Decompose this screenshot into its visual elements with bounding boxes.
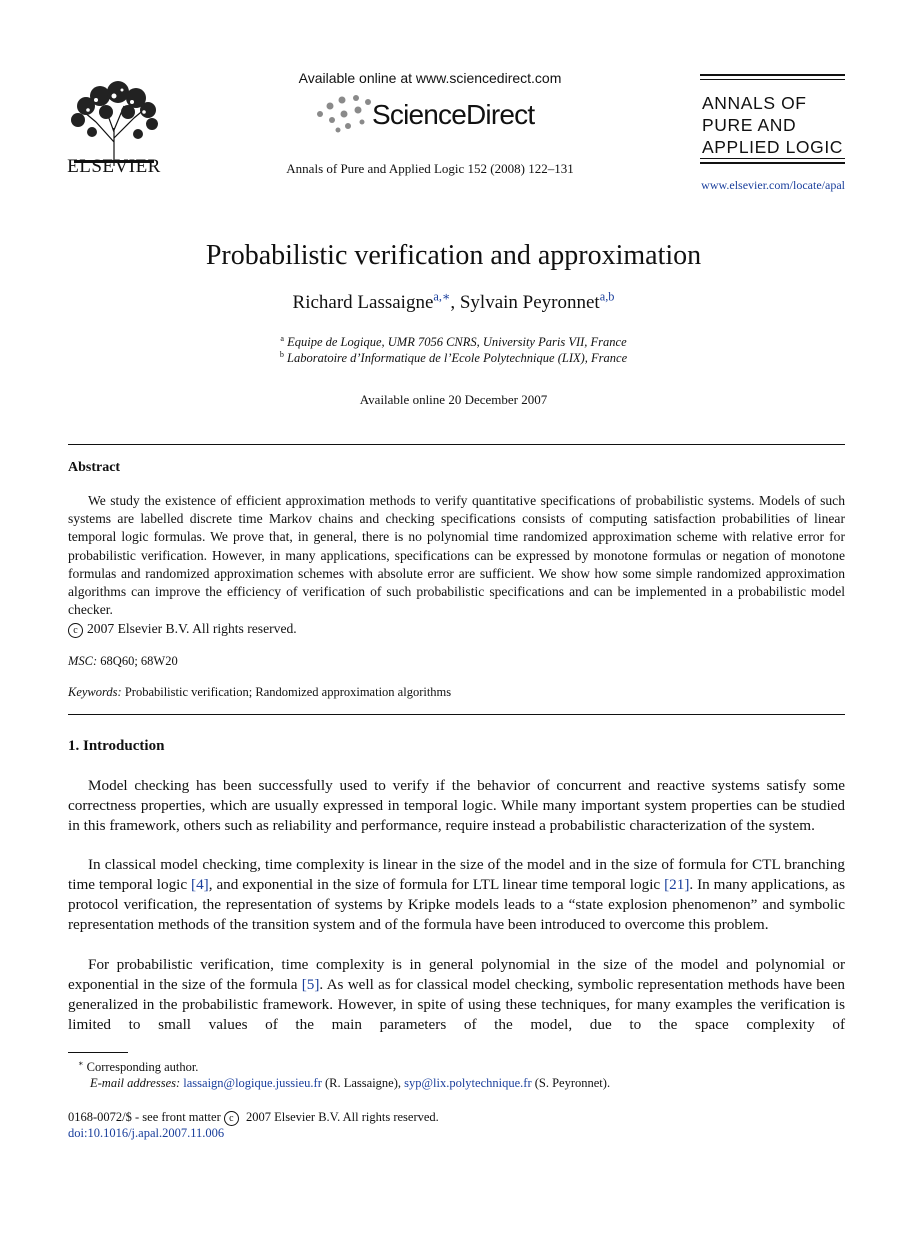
- paper-title: Probabilistic verification and approximation: [205, 240, 702, 271]
- msc-codes: 68Q60; 68W20: [100, 654, 178, 668]
- paragraph-text: , and exponential in the size of formula for LTL linear time temporal logic: [208, 876, 665, 893]
- copyright-icon: c: [224, 1111, 239, 1126]
- issn-text: 2007 Elsevier B.V. All rights reserved.: [242, 1110, 439, 1124]
- email-link[interactable]: syp@lix.polytechnique.fr: [404, 1076, 532, 1090]
- email-link[interactable]: lassaign@logique.jussieu.fr: [183, 1076, 322, 1090]
- affiliation-mark: a: [280, 333, 284, 343]
- journal-citation: Annals of Pure and Applied Logic 152 (2008) 122–131: [286, 161, 574, 176]
- journal-name-line: APPLIED LOGIC: [702, 137, 844, 157]
- author-name: Richard Lassaigne: [292, 292, 434, 313]
- body-paragraph: [68, 855, 845, 935]
- affiliation: [0, 335, 907, 350]
- divider: [68, 444, 845, 445]
- msc-line: [68, 654, 178, 669]
- body-paragraph: [68, 955, 845, 1035]
- doi-link[interactable]: doi:10.1016/j.apal.2007.11.006: [68, 1126, 225, 1140]
- keywords-line: [68, 685, 451, 700]
- journal-rule: [700, 158, 845, 159]
- copyright-icon: c: [68, 623, 83, 638]
- paragraph-text: . As well as for classical model checking, symbolic representation methods have been generalized in the probabilistic framework. However, in spite of using these techniques, for many examples the verification is limited to small values of the main parameters of the model, due to the space complexity of: [68, 976, 845, 1033]
- affiliation-text: Equipe de Logique, UMR 7056 CNRS, University Paris VII, France: [287, 335, 627, 349]
- footnote-emails: [90, 1076, 610, 1091]
- journal-rule: [700, 162, 845, 164]
- affiliation-text: Laboratoire d’Informatique de l’Ecole Polytechnique (LIX), France: [287, 351, 628, 365]
- available-date: Available online 20 December 2007: [359, 392, 548, 407]
- affiliation: [0, 351, 907, 366]
- paragraph-text: For probabilistic verification, time complexity is in general polynomial in the size of the model and polynomial or exponential in the size of the formula: [68, 956, 845, 993]
- email-owner: (R. Lassaigne),: [321, 1076, 405, 1090]
- journal-rule: [700, 79, 845, 80]
- author-affiliation-mark[interactable]: a,b: [599, 289, 615, 304]
- journal-name: [702, 92, 847, 158]
- citation-link[interactable]: [21]: [664, 876, 690, 893]
- msc-label: MSC:: [68, 654, 98, 668]
- footnote-text: Corresponding author.: [86, 1060, 199, 1074]
- citation-link[interactable]: [4]: [191, 876, 209, 893]
- journal-rule: [700, 74, 845, 76]
- journal-name-line: PURE AND: [702, 115, 797, 135]
- journal-name-line: ANNALS OF: [702, 93, 807, 113]
- keywords-text: Probabilistic verification; Randomized approximation algorithms: [124, 685, 452, 699]
- issn-text: 0168-0072/$ - see front matter: [68, 1110, 224, 1124]
- available-online-text: Available online at www.sciencedirect.com: [298, 70, 562, 86]
- abstract-heading: Abstract: [68, 460, 121, 475]
- elsevier-wordmark: ELSEVIER: [67, 156, 161, 177]
- sciencedirect-wordmark: ScienceDirect: [372, 99, 535, 130]
- email-label: E-mail addresses:: [90, 1076, 181, 1090]
- footnote-rule: [68, 1052, 128, 1053]
- journal-url-link[interactable]: www.elsevier.com/locate/apal: [701, 178, 845, 192]
- copyright-line: [68, 621, 297, 638]
- footnote-corresponding: [78, 1060, 198, 1075]
- author-list: [0, 289, 907, 314]
- author-separator: ,: [450, 292, 460, 313]
- section-heading: 1. Introduction: [68, 738, 165, 754]
- citation-link[interactable]: [5]: [301, 976, 320, 993]
- affiliation-mark: b: [279, 349, 284, 359]
- copyright-text: 2007 Elsevier B.V. All rights reserved.: [87, 621, 297, 636]
- divider: [68, 714, 845, 715]
- issn-line: [68, 1110, 439, 1126]
- author-name: Sylvain Peyronnet: [459, 292, 600, 313]
- paragraph-text: . In many applications, as protocol verification, the representation of systems by Kripke models leads to a “state explosion phenomenon” and symbolic representation methods of the transition system and of the formula have been introduced to overcome this problem.: [68, 876, 845, 933]
- keywords-label: Keywords:: [68, 685, 122, 699]
- paragraph-text: In classical model checking, time complexity is linear in the size of the model and in the size of formula for CTL branching time temporal logic: [68, 856, 845, 893]
- body-paragraph: Model checking has been successfully used to verify if the behavior of concurrent and reactive systems satisfy some correctness properties, which are usually expressed in temporal logic. While many important system properties can be studied in this framework, others such as reliability and performance, require instead a probabilistic characterization of the system.: [68, 777, 845, 834]
- email-owner: (S. Peyronnet).: [531, 1076, 611, 1090]
- author-affiliation-mark[interactable]: a,∗: [433, 289, 451, 304]
- abstract-text: We study the existence of efficient approximation methods to verify quantitative specifications of probabilistic systems. Models of such systems are labelled discrete time Markov chains and checking specifications consists of computing satisfaction probabilities of linear temporal logic formulas. We prove that, in general, there is no polynomial time randomized approximation scheme with relative error for probabilistic verification. However, in many applications, specifications can be expressed by monotone formulas or negation of monotone formulas and randomized approximation schemes with absolute error are sufficient. We show how some simple randomized approximation algorithms can improve the efficiency of verification of such probabilistic specifications and can be implemented in a probabilistic model checker.: [68, 493, 845, 618]
- footnote-mark: ∗: [78, 1058, 84, 1068]
